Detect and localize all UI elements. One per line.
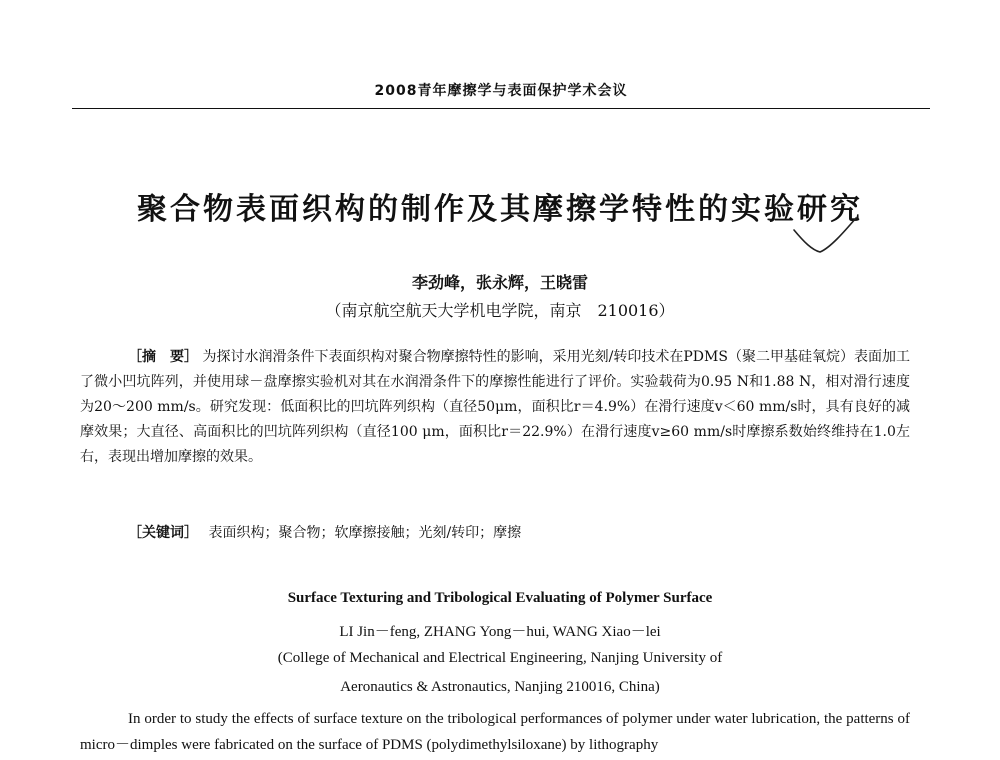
header-rule (72, 108, 930, 109)
handwritten-check-mark (790, 214, 860, 256)
keywords-label: ［关键词］ (128, 525, 198, 541)
keywords-block (128, 522, 908, 542)
english-title: Surface Texturing and Tribological Evaluating of Polymer Surface (287, 590, 713, 606)
paper-authors: 李劲峰，张永辉，王晓雷 (411, 273, 588, 292)
keywords-text: 表面织构；聚合物；软摩擦接触；光刻/转印；摩擦 (208, 525, 522, 541)
abstract-block (80, 345, 910, 470)
english-affiliation-line1: (College of Mechanical and Electrical Engineering, Nanjing University of (277, 650, 723, 666)
paper-affiliation: （南京航空航天大学机电学院，南京 210016） (325, 301, 675, 320)
english-authors: LI Jin－feng, ZHANG Yong－hui, WANG Xiao－lei (339, 624, 661, 640)
conference-header: 2008青年摩擦学与表面保护学术会议 (374, 83, 628, 99)
english-affiliation-line2: Aeronautics & Astronautics, Nanjing 210016, China) (340, 679, 660, 695)
abstract-text: 为探讨水润滑条件下表面织构对聚合物摩擦特性的影响，采用光刻/转印技术在PDMS（聚二甲基硅氧烷）表面加工了微小凹坑阵列，并使用球－盘摩擦实验机对其在水润滑条件下的摩擦性能进行了评价。实验载荷为0.95 N和1.88 N，相对滑行速度为20～200 mm/s。研究发现：低面积比的凹坑阵列织构（直径50μm，面积比r＝4.9%）在滑行速度v＜60 mm/s时，具有良好的减摩效果；大直径、高面积比的凹坑阵列织构（直径100 μm，面积比r＝22.9%）在滑行速度v≥60 mm/s时摩擦系数始终维持在1.0左右，表现出增加摩擦的效果。 (80, 349, 911, 465)
abstract-label: ［摘 要］ (128, 349, 199, 365)
english-abstract-start: In order to study the effects of surface texture on the tribological performances of polymer under water lubrication, the patterns of micro－dimples were fabricated on the surface of PDMS (polydimethylsiloxane) by lithography (80, 711, 910, 753)
paper-title: 聚合物表面织构的制作及其摩擦学特性的实验研究 (137, 192, 863, 227)
